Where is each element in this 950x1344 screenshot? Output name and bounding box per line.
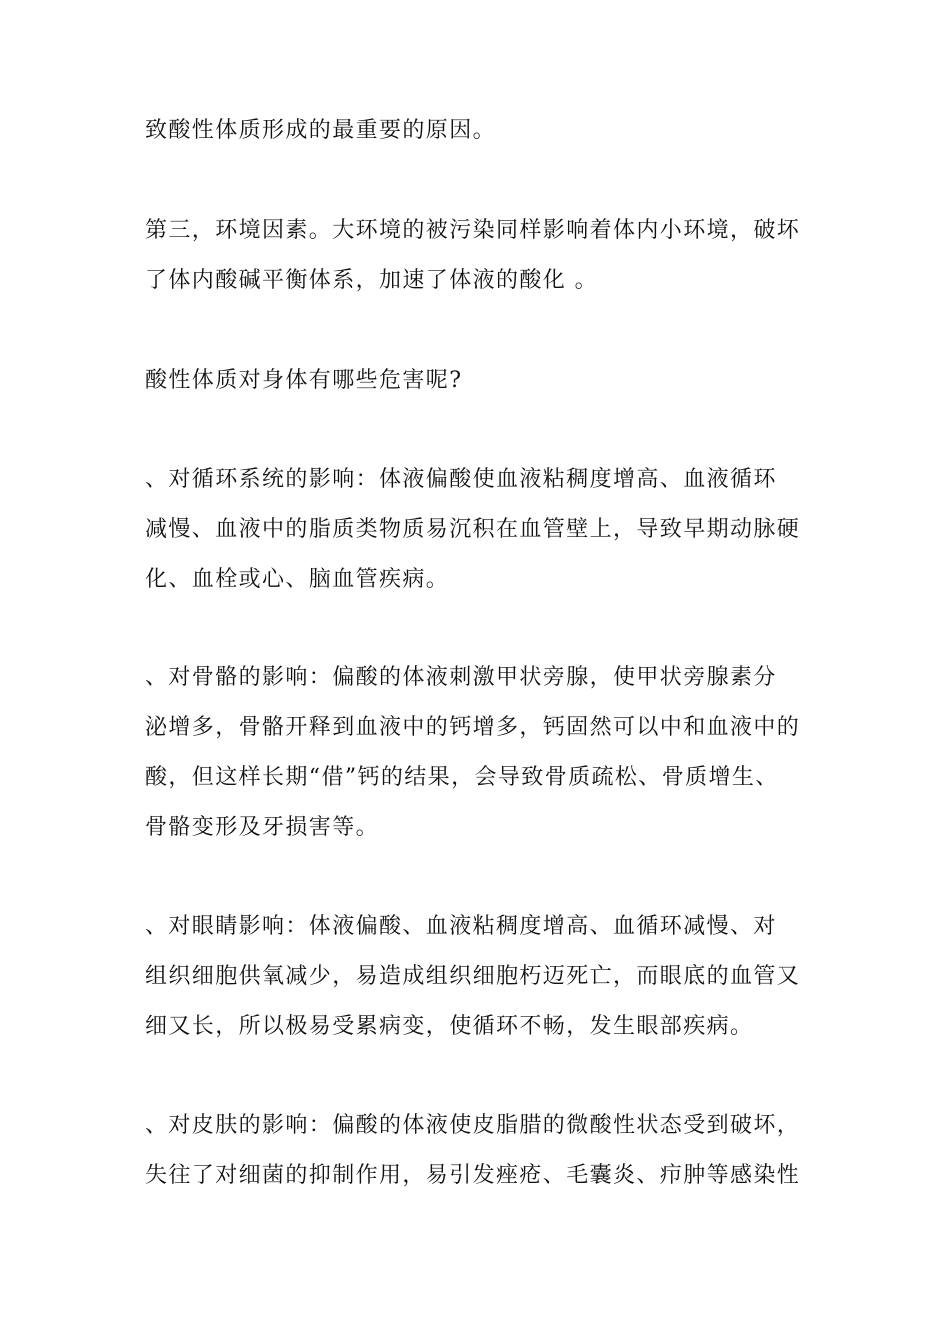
paragraph-harm-question [145, 356, 815, 406]
text-line: 致酸性体质形成的最重要的原因。 [145, 118, 497, 143]
text-line: 酸性体质对身体有哪些危害呢? [145, 368, 463, 393]
text-line: 化、血栓或心、脑血管疾病。 [145, 567, 450, 592]
text-line: 、对眼睛影响：体液偏酸、血液粘稠度增高、血循环减慢、对 [145, 914, 777, 939]
paragraph-acidity-cause [145, 106, 815, 156]
text-line: 了体内酸碱平衡体系，加速了体液的酸化 。 [145, 268, 598, 293]
text-line: 第三，环境因素。大环境的被污染同样影响着体内小环境，破坏 [145, 218, 801, 243]
text-line: 、对皮肤的影响：偏酸的体液使皮脂腊的微酸性状态受到破坏， [145, 1113, 801, 1138]
text-line: 、对循环系统的影响：体液偏酸使血液粘稠度增高、血液循环 [145, 467, 777, 492]
text-line: 、对骨骼的影响：偏酸的体液刺激甲状旁腺，使甲状旁腺素分 [145, 665, 777, 690]
text-line: 骨骼变形及牙损害等。 [145, 815, 380, 840]
text-line: 组织细胞供氧减少，易造成组织细胞朽迈死亡，而眼底的血管又 [145, 964, 801, 989]
text-line: 酸，但这样长期“借”钙的结果，会导致骨质疏松、骨质增生、 [145, 765, 779, 790]
text-line: 泌增多，骨骼开释到血液中的钙增多，钙固然可以中和血液中的 [145, 715, 801, 740]
text-line: 细又长，所以极易受累病变，使循环不畅，发生眼部疾病。 [145, 1014, 754, 1039]
paragraph-skin [145, 1101, 815, 1201]
paragraph-bones [145, 653, 815, 853]
text-line: 减慢、血液中的脂质类物质易沉积在血管壁上，导致早期动脉硬 [145, 517, 801, 542]
paragraph-circulatory-system [145, 455, 815, 605]
paragraph-environment-factor [145, 206, 815, 306]
text-line: 失往了对细菌的抑制作用，易引发痤疮、毛囊炎、疖肿等感染性 [145, 1163, 801, 1188]
paragraph-eyes [145, 902, 815, 1052]
